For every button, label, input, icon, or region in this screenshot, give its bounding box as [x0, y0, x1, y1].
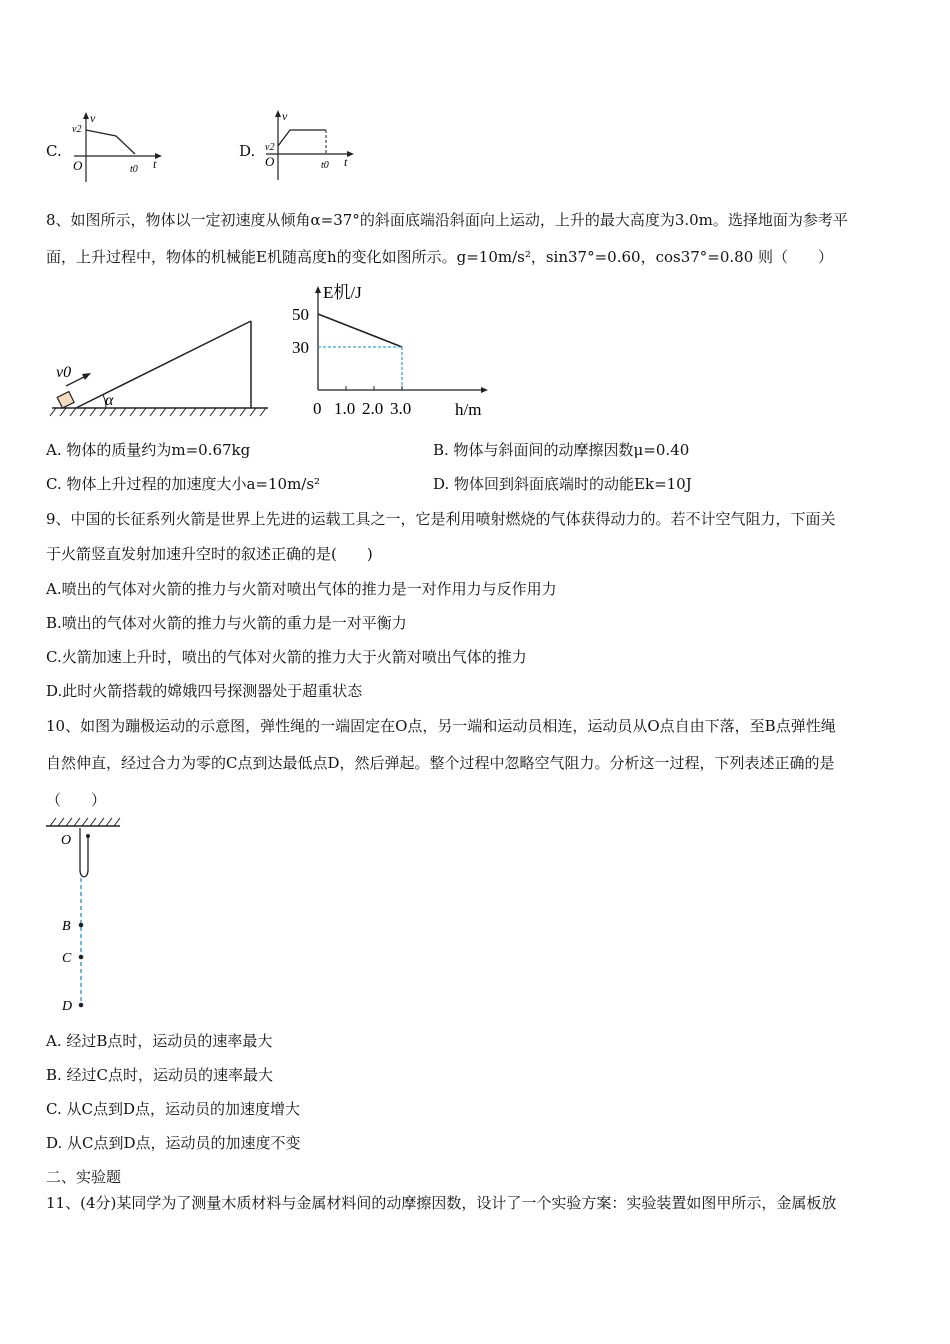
q8-energy-chart — [288, 280, 498, 420]
point-o-label: O — [61, 833, 72, 848]
q8-block — [57, 392, 74, 409]
q8-stem-line1: 8、如图所示，物体以一定初速度从倾角α=37°的斜面底端沿斜面向上运动，上升的最大高度为3.0m。选择地面为参考平 — [46, 211, 848, 229]
q8-option-b[interactable]: B. 物体与斜面间的动摩擦因数μ=0.40 — [433, 441, 690, 459]
q9-option-d[interactable]: D.此时火箭搭载的嫦娥四号探测器处于超重状态 — [46, 682, 363, 700]
section-heading: 二、实验题 — [46, 1168, 122, 1186]
x-tick-label: 1.0 — [334, 399, 356, 418]
q7d-origin-label: O — [265, 154, 275, 169]
q7d-v-axis-label: v — [282, 109, 288, 123]
point-b — [79, 923, 84, 928]
point-b-label: B — [62, 919, 71, 934]
q7-option-c-label[interactable]: C. — [46, 142, 62, 160]
q9-stem-line1: 9、中国的长征系列火箭是世界上先进的运载工具之一，它是利用喷射燃烧的气体获得动力的。若不计空气阻力，下面关 — [46, 510, 836, 528]
q7d-v2-label: v2 — [265, 142, 275, 153]
q7c-t-axis-label: t — [153, 157, 157, 171]
x-tick-label: 3.0 — [390, 399, 412, 418]
point-c — [79, 955, 84, 960]
q7d-t0-label: t0 — [321, 160, 329, 171]
q10-stem-line3: （ ） — [46, 791, 107, 809]
energy-series-line — [318, 314, 402, 347]
q7c-v-axis-label: v — [90, 111, 96, 125]
q8-v0-label: v0 — [56, 364, 72, 381]
point-d-label: D — [62, 999, 73, 1014]
x-tick-label: 2.0 — [362, 399, 384, 418]
q7c-origin-label: O — [73, 158, 83, 173]
q8-option-d[interactable]: D. 物体回到斜面底端时的动能Ek=10J — [433, 475, 692, 493]
q9-option-a[interactable]: A.喷出的气体对火箭的推力与火箭对喷出气体的推力是一对作用力与反作用力 — [46, 580, 557, 598]
point-c-label: C — [62, 951, 72, 966]
q10-option-c[interactable]: C. 从C点到D点，运动员的加速度增大 — [46, 1100, 300, 1118]
q9-stem-line2: 于火箭竖直发射加速升空时的叙述正确的是( ) — [46, 545, 373, 563]
q11-stem-line1: 11、(4分)某同学为了测量木质材料与金属材料间的动摩擦因数，设计了一个实验方案：实验装置如图甲所示，金属板放 — [46, 1194, 837, 1212]
y-tick-label: 50 — [292, 305, 309, 324]
q8-option-a[interactable]: A. 物体的质量约为m=0.67kg — [46, 441, 251, 459]
q7-graph-d — [262, 108, 357, 186]
x-tick-label: 0 — [313, 399, 322, 418]
y-tick-label: 30 — [292, 338, 309, 357]
point-d — [79, 1003, 84, 1008]
q8-stem-line2: 面，上升过程中，物体的机械能E机随高度h的变化如图所示。g=10m/s²，sin37°=0.60，cos37°=0.80 则（ ） — [46, 248, 834, 266]
chart-x-axis-label: h/m — [455, 400, 482, 419]
q10-bungee-diagram — [44, 815, 124, 1015]
q10-option-b[interactable]: B. 经过C点时，运动员的速率最大 — [46, 1066, 274, 1084]
chart-y-axis-label: E机/J — [323, 283, 362, 302]
q10-option-a[interactable]: A. 经过B点时，运动员的速率最大 — [46, 1032, 273, 1050]
q9-option-c[interactable]: C.火箭加速上升时，喷出的气体对火箭的推力大于火箭对喷出气体的推力 — [46, 648, 527, 666]
q8-incline-figure — [48, 315, 273, 420]
q9-option-b[interactable]: B.喷出的气体对火箭的推力与火箭的重力是一对平衡力 — [46, 614, 407, 632]
q7c-t0-label: t0 — [130, 164, 138, 175]
q10-stem-line2: 自然伸直，经过合力为零的C点到达最低点D，然后弹起。整个过程中忽略空气阻力。分析这一过程，下列表述正确的是 — [46, 754, 835, 772]
q8-alpha-label: α — [105, 392, 114, 409]
q7d-t-axis-label: t — [344, 155, 348, 169]
q8-option-c[interactable]: C. 物体上升过程的加速度大小a=10m/s² — [46, 475, 321, 493]
q7-option-d-label[interactable]: D. — [239, 142, 256, 160]
q7c-v2-label: v2 — [72, 124, 82, 135]
q10-stem-line1: 10、如图为蹦极运动的示意图，弹性绳的一端固定在O点，另一端和运动员相连，运动员从O点自由下落，至B点弹性绳 — [46, 717, 836, 735]
q7-graph-c — [70, 110, 165, 188]
q10-option-d[interactable]: D. 从C点到D点，运动员的加速度不变 — [46, 1134, 301, 1152]
